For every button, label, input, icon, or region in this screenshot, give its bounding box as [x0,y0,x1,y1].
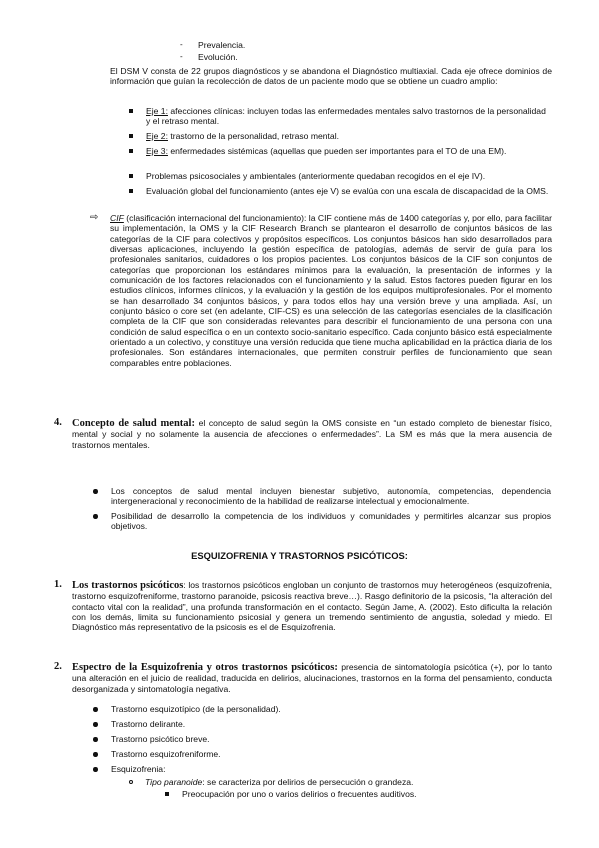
square-bullet [129,134,133,138]
section-title: Espectro de la Esquizofrenia y otros trastornos psicóticos: [72,662,338,673]
section-title: Concepto de salud mental: [72,418,195,429]
subtype-term: Tipo paranoide [145,777,203,787]
round-bullet [93,489,98,494]
eje-4-item: Problemas psicosociales y ambientales (anteriormente quedaban recogidos en el eje IV). [146,171,486,181]
dash-marker: - [180,52,183,61]
eje-label: Eje 1: [146,106,168,116]
square-bullet [129,174,133,178]
section-text: : los trastornos psicóticos engloban un conjunto de trastornos muy heterogéneos (esquizofrenia, trastorno esquizofreniforme, trastorno paranoide, psicosis reactiva breve…). Rasgo definitorio de la psicosis, “la alteración del contacto vital con la realidad”, una profunda transformación en el contacto. Según Jame, A. (2002). Esto dificulta la relación con los demás, limita su funcionamiento psicosial y genera un tremendo sentimiento de angustia, soledad y miedo. El Diagnóstico más representativo de la psicosis es el de Esquizofrenia. [72,580,552,633]
section-number: 4. [54,417,62,428]
eje-text: trastorno de la personalidad, retraso mental. [167,131,339,141]
circle-bullet [129,780,133,784]
section-heading: ESQUIZOFRENIA Y TRASTORNOS PSICÓTICOS: [191,550,408,561]
eje-label: Eje 2: [146,131,168,141]
list-item: Preocupación por uno o varios delirios o frecuentes auditivos. [182,789,417,799]
square-bullet [129,109,133,113]
mental-health-paragraph [72,418,552,450]
list-item: Trastorno esquizotípico (de la personalidad). [111,704,281,714]
section-number: 1. [54,579,62,590]
round-bullet [93,737,98,742]
list-item: Prevalencia. [198,40,246,50]
cif-paragraph [110,213,552,368]
eje-text: afecciones clínicas: incluyen todas las enfermedades mentales salvo trastornos de la personalidad y el retraso mental. [146,106,546,127]
list-item: Trastorno esquizofreniforme. [111,749,221,759]
subtype-text: : se caracteriza por delirios de persecución o grandeza. [202,777,414,787]
eje-3-item [146,146,550,156]
round-bullet [93,707,98,712]
list-item: Evolución. [198,52,238,62]
list-item: Posibilidad de desarrollo la competencia de los individuos y comunidades y permitirles alcanzar sus propios objetivos. [111,511,551,532]
eje-2-item [146,131,550,141]
square-bullet [129,149,133,153]
square-bullet [165,792,169,796]
section-text: presencia de sintomatología psicótica (+), por lo tanto una alteración en el juicio de realidad, traducida en delirios, alucinaciones, trastornos en la forma del pensamiento, conducta desorganizada y sintomatología negativa. [72,662,553,694]
eje-5-item: Evaluación global del funcionamiento (antes eje V) se evalúa con una escala de discapacidad de la OMS. [146,186,549,196]
dash-marker: - [180,40,183,49]
list-item: Esquizofrenia: [111,764,166,774]
section-title: Los trastornos psicóticos [72,580,184,591]
eje-label: Eje 3: [146,146,168,156]
eje-text: enfermedades sistémicas (aquellas que pueden ser importantes para el TO de una EM). [167,146,507,156]
dsm-intro-paragraph: El DSM V consta de 22 grupos diagnósticos y se abandona el Diagnóstico multiaxial. Cada eje ofrece dominios de información que guían la recolección de datos de un paciente modo que se obtiene un cuadro amplio: [110,66,552,87]
section-text: el concepto de salud según la OMS consiste en “un estado completo de bienestar físico, mental y social y no solamente la ausencia de afecciones o enfermedades”. La SM es más que la mera ausencia de trastornos mentales. [72,418,552,450]
round-bullet [93,514,98,519]
eje-1-item [146,106,550,127]
list-item: Trastorno psicótico breve. [111,734,210,744]
cif-text: (clasificación internacional del funcionamiento): la CIF contiene más de 1400 categorías y, por ello, para facilitar su implementación, la OMS y la CIF Research Branch se plantearon el desarrollo de conjuntos básicos de las categorías de la CIF para colectivos y propósitos específicos. Los conjuntos básicos han sido desarrollados para diversas aplicaciones, incluyendo la gestión específica de patologías, además de servir de guía para los profesionales sanitarios, cuidadores o los propios pacientes. Los conjuntos básicos de la CIF son conjuntos de categorías que proporcionan los estándares mínimos para la evaluación, la presentación de informes y la comunicación de los factores relacionados con el funcionamiento y la salud. Estos factores pueden figurar en los estudios clínicos, informes clínicos, y la evaluación y la gestión de los equipos multiprofesionales. Por el momento se han desarrollado 34 conjuntos básicos, y para todos ellos hay una versión breve y una ampliada. Así, un conjunto básico o core set (en adelante, CIF-CS) es una selección de las categorías esenciales de la clasificación completa de la CIF que son consideradas relevantes para describir el funcionamiento de una persona con una condición de salud específica o en un contexto socio-sanitario específico. Cada conjunto básico está especialmente orientado a un colectivo, y constituye una versión reducida que tiene mucha aplicabilidad en la práctica diaria de los profesionales. Son estándares internacionales, que permiten construir perfiles de funcionamiento que sean comparables entre poblaciones. [110,213,552,368]
cif-term: CIF [110,213,124,223]
round-bullet [93,722,98,727]
round-bullet [93,767,98,772]
round-bullet [93,752,98,757]
list-item: Los conceptos de salud mental incluyen bienestar subjetivo, autonomía, competencias, dependencia intergeneracional y reconocimiento de la habilidad de realizarse intelectual y emocionalmente. [111,486,551,507]
subtype-item [145,777,550,787]
schizophrenia-spectrum-paragraph [72,662,552,694]
square-bullet [129,189,133,193]
section-number: 2. [54,661,62,672]
psychotic-disorders-paragraph [72,580,552,633]
arrow-icon: ⇨ [90,212,99,223]
list-item: Trastorno delirante. [111,719,186,729]
